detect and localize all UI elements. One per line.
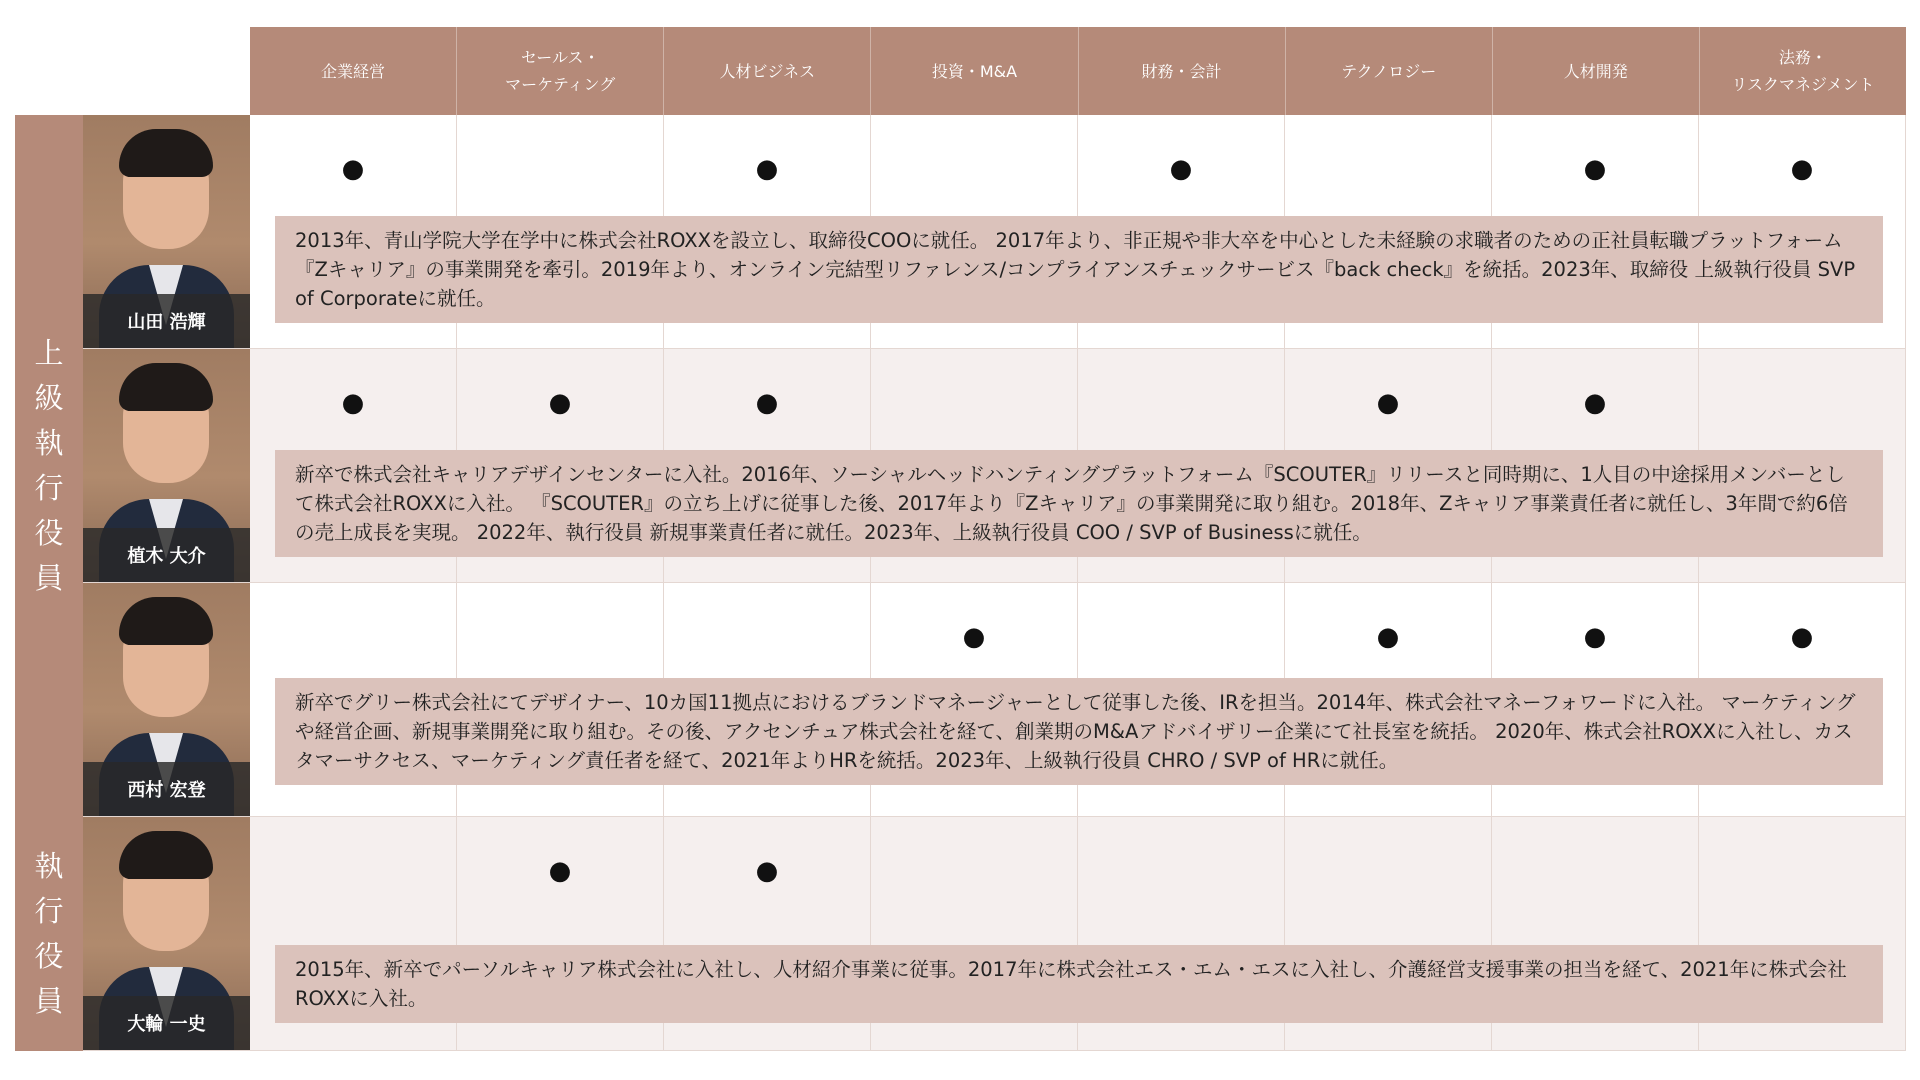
skill-dot-marker: ●	[755, 388, 779, 418]
person-photo	[83, 817, 250, 1050]
person-row	[83, 349, 1906, 583]
skill-dot-marker: ●	[1583, 388, 1607, 418]
header-corporate-management: 企業経営	[250, 27, 457, 115]
header-finance-accounting: 財務・会計	[1079, 27, 1286, 115]
category-executive-officers	[15, 817, 83, 1051]
skill-dot-marker: ●	[755, 154, 779, 184]
category-senior-executive-officers	[15, 115, 83, 817]
skill-dot-marker: ●	[1169, 154, 1193, 184]
skill-dot-marker: ●	[1376, 622, 1400, 652]
skill-dot-marker: ●	[341, 154, 365, 184]
person-photo	[83, 115, 250, 348]
hair-shape	[119, 831, 213, 879]
skill-dot-marker: ●	[962, 622, 986, 652]
person-photo	[83, 583, 250, 816]
hair-shape	[119, 363, 213, 411]
category-label: 執行役員	[34, 849, 64, 1018]
skill-dot-marker: ●	[1583, 622, 1607, 652]
header-investment-ma: 投資・M&A	[871, 27, 1078, 115]
skill-dot-marker: ●	[755, 856, 779, 886]
person-bio: 2013年、青山学院大学在学中に株式会社ROXXを設立し、取締役COOに就任。 2017年より、非正規や非大卒を中心とした未経験の求職者のための正社員転職プラットフォーム『Zキャリア』の事業開発を牽引。2019年より、オンライン完結型リファレンス/コンプライアンスチェックサービス『back check』を統括。2023年、取締役 上級執行役員 SVP of Corporateに就任。	[275, 216, 1883, 323]
person-bio: 新卒で株式会社キャリアデザインセンターに入社。2016年、ソーシャルヘッドハンティングプラットフォーム『SCOUTER』リリースと同時期に、1人目の中途採用メンバーとして株式会社ROXXに入社。 『SCOUTER』の立ち上げに従事した後、2017年より『Zキャリア』の事業開発に取り組む。2018年、Zキャリア事業責任者に就任し、3年間で約6倍の売上成長を実現。 2022年、執行役員 新規事業責任者に就任。2023年、上級執行役員 COO / SVP of Businessに就任。	[275, 450, 1883, 557]
skill-dot-marker: ●	[341, 388, 365, 418]
person-bio: 2015年、新卒でパーソルキャリア株式会社に入社し、人材紹介事業に従事。2017年に株式会社エス・エム・エスに入社し、介護経営支援事業の担当を経て、2021年に株式会社ROXXに入社。	[275, 945, 1883, 1023]
skill-dot-marker: ●	[1790, 154, 1814, 184]
skill-dot-marker: ●	[1583, 154, 1607, 184]
person-row	[83, 583, 1906, 817]
header-legal-risk: 法務・ リスクマネジメント	[1731, 48, 1875, 94]
person-name: 西村 宏登	[83, 762, 250, 816]
header-sales-marketing: セールス・ マーケティング	[457, 27, 664, 115]
person-row	[83, 115, 1906, 349]
skill-dot-marker: ●	[548, 856, 572, 886]
person-name: 大輪 一史	[83, 996, 250, 1050]
person-bio: 新卒でグリー株式会社にてデザイナー、10カ国11拠点におけるブランドマネージャーとして従事した後、IRを担当。2014年、株式会社マネーフォワードに入社。 マーケティングや経営企画、新規事業開発に取り組む。その後、アクセンチュア株式会社を経て、創業期のM&Aアドバイザリー企業にて社長室を統括。 2020年、株式会社ROXXに入社し、カスタマーサクセス、マーケティング責任者を経て、2021年よりHRを統括。2023年、上級執行役員 CHRO / SVP of HRに就任。	[275, 678, 1883, 785]
hair-shape	[119, 597, 213, 645]
header-talent-development: 人材開発	[1493, 27, 1700, 115]
skill-dot-marker: ●	[1790, 622, 1814, 652]
header-hr-business: 人材ビジネス	[664, 27, 871, 115]
person-name: 山田 浩輝	[83, 294, 250, 348]
skills-header	[250, 27, 1906, 115]
header-technology: テクノロジー	[1286, 27, 1493, 115]
person-photo	[83, 349, 250, 582]
category-label: 上級執行役員	[34, 336, 64, 595]
skill-dot-marker: ●	[548, 388, 572, 418]
person-name: 植木 大介	[83, 528, 250, 582]
person-row	[83, 817, 1906, 1051]
hair-shape	[119, 129, 213, 177]
skill-dot-marker: ●	[1376, 388, 1400, 418]
